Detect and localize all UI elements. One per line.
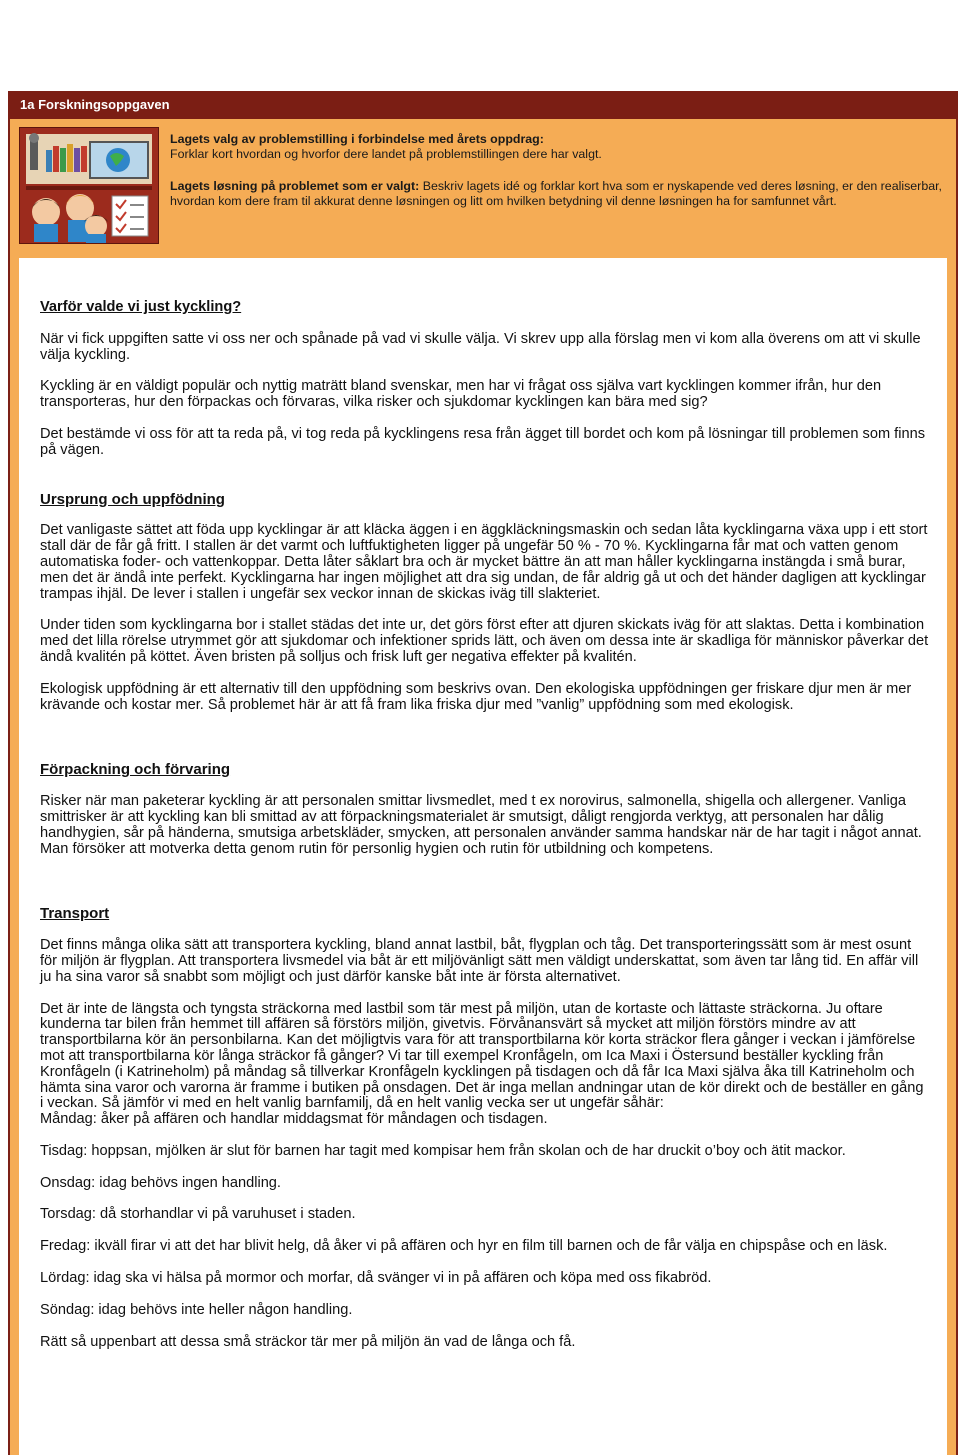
day-tuesday: Tisdag: hoppsan, mjölken är slut för barnen har tagit med kompisar hem från skolan och de har druckit o’boy och ätit mackor. <box>40 1142 846 1159</box>
instruction-problem-label: Lagets valg av problemstilling i forbindelse med årets oppdrag: <box>170 132 544 146</box>
panel-instructions <box>170 132 950 226</box>
paragraph: Det finns många olika sätt att transportera kyckling, bland annat lastbil, båt, flygplan och tåg. Det transporteringssätt som är mest osunt för miljön är flygplan. Att transportera livsmedel via båt är ett miljövänligt sätt men väldigt underskattat, som även tar lång tid. En affär vill ju ha sina varor så snabbt som möjligt och just därför kanske båt inte är första alternativet. <box>40 937 919 985</box>
day-sunday: Söndag: idag behövs inte heller någon handling. <box>40 1301 353 1318</box>
question-heading: Varför valde vi just kyckling? <box>40 299 242 315</box>
instruction-problem-text: Forklar kort hvordan og hvorfor dere landet på problemstillingen dere har valgt. <box>170 147 602 161</box>
paragraph: Under tiden som kycklingarna bor i stallet städas det inte ur, det görs först efter att djuren skickats iväg för att slaktas. Detta i kombination med det lilla rörelse utrymmet gör att sjukdomar och infektioner sprids lätt, och även om dessa inte är skadliga för människor påverkar det ändå kvalitén på köttet. Även bristen på solljus och frisk luft ger negativa effekter på kvalitén. <box>40 617 929 665</box>
answer-content <box>19 258 947 1455</box>
section-heading-forpackning: Förpackning och förvaring <box>40 761 231 779</box>
day-thursday: Torsdag: då storhandlar vi på varuhuset i staden. <box>40 1206 356 1223</box>
paragraph: Det är inte de längsta och tyngsta sträckorna med lastbil som tär mest på miljön, utan de kortaste och lättaste sträckorna. Ju oftare kunderna tar bilen från hemmet till affären så förstörs miljön, givetvis. Förvånansvärt så mycket att miljön förstörs mindre av att transportbilarna kör än personbilarna. Kan det möjligtvis vara för att transportbilarna kör korta sträckor flera gånger i veckan i jämförelse mot att transportbilarna kör långa sträckor få gånger? Vi tar till exempel Kronfågeln, om Ica Maxi i Östersund beställer kyckling från Kronfågeln (i Katrineholm) på måndag så tillverkar Kronfågeln kycklingen på tisdagen och då får Ica Maxi själva åka till Katrineholm och hämta sina varor och varorna är framme i butiken på onsdagen. Det är inga mellan andningar utan de kör direkt och de beställer en gång i veckan. Så jämför vi med en helt vanlig barnfamilj, då en helt vanlig vecka ser ut ungefär såhär: <box>40 1000 924 1112</box>
instruction-solution-label: Lagets løsning på problemet som er valgt: <box>170 179 420 193</box>
research-illustration <box>19 127 159 244</box>
day-wednesday: Onsdag: idag behövs ingen handling. <box>40 1174 281 1191</box>
paragraph: Det bestämde vi oss för att ta reda på, vi tog reda på kycklingens resa från ägget till bordet och kom på lösningar till problemen som finns på vägen. <box>40 425 926 458</box>
day-friday: Fredag: ikväll firar vi att det har blivit helg, då åker vi på affären och hyr en film till barnen och de får välja en chipspåse och en läsk. <box>40 1238 888 1255</box>
instruction-problem <box>170 132 950 162</box>
day-monday: Måndag: åker på affären och handlar middagsmat för måndagen och tisdagen. <box>40 1111 548 1128</box>
section-heading-ursprung: Ursprung och uppfödning <box>40 490 225 508</box>
paragraph: Risker när man paketerar kyckling är att personalen smittar livsmedlet, med t ex norovirus, salmonella, shigella och allergener. Vanliga smittrisker är att kyckling kan bli smittad av att förpackningsmaterialet är smutsigt, dåligt rengjorda verktyg, att personalen har dålig handhygien, sår på händerna, smutsiga arbetskläder, smycken, att personalen använder samma handskar när de har tagit i något annat. Man försöker att motverka detta genom rutin för personlig hygien och rutin för utbildning och kompetens. <box>40 793 922 857</box>
paragraph: Det vanligaste sättet att föda upp kycklingar är att kläcka äggen i en äggkläckningsmaskin och sedan låta kycklingarna växa upp i ett stort stall där de får gå fritt. I stallen är det varmt och luftfuktigheten ligger på ungefär 50 % - 70 %. Kycklingarna får mat och vatten genom automatiska foder- och vattenkoppar. Detta låter såklart bra och är mycket bättre än att man håller kycklingarna instängda i små burar, men det är ändå inte perfekt. Kycklingarna har ingen möjlighet att dra sig undan, de får aldrig gå ut och det händer dagligen att kycklingar trampas ihjäl. De lever i stallen i ungefär sex veckor innan de skickas iväg till slakteriet. <box>40 522 928 602</box>
kids-lab-illustration-icon <box>20 128 158 243</box>
paragraph: När vi fick uppgiften satte vi oss ner och spånade på vad vi skulle välja. Vi skrev upp alla förslag men vi kom alla överens om att vi skulle välja kyckling. <box>40 330 921 363</box>
paragraph: Kyckling är en väldigt populär och nyttig maträtt bland svenskar, men har vi frågat oss själva vart kycklingen kommer ifrån, hur den transporteras, hur den förpackas och förvaras, vilka risker och sjukdomar kycklingen kan bära med sig? <box>40 378 882 411</box>
section-heading-transport: Transport <box>40 905 110 923</box>
paragraph: Ekologisk uppfödning är ett alternativ till den uppfödning som beskrivs ovan. Den ekologiska uppfödningen ger friskare djur men är mer krävande och kostar mer. Så problemet här är att få fram lika friska djur med ”vanlig” uppfödning som med ekologisk. <box>40 680 912 713</box>
day-saturday: Lördag: idag ska vi hälsa på mormor och morfar, då svänger vi in på affären och köpa med oss fikabröd. <box>40 1270 712 1287</box>
instruction-solution <box>170 179 950 209</box>
conclusion: Rätt så uppenbart att dessa små sträckor tär mer på miljön än vad de långa och få. <box>40 1333 576 1350</box>
instruction-solution-text: Beskriv lagets idé og forklar kort hva som er nyskapende ved deres løsning, er den realiserbar, hvordan kom dere fram til akkurat denne løsningen og litt om hvilken betydning vil denne løsningen ha for samfunnet vårt. <box>170 179 942 208</box>
panel-title: 1a Forskningsoppgaven <box>8 91 958 119</box>
